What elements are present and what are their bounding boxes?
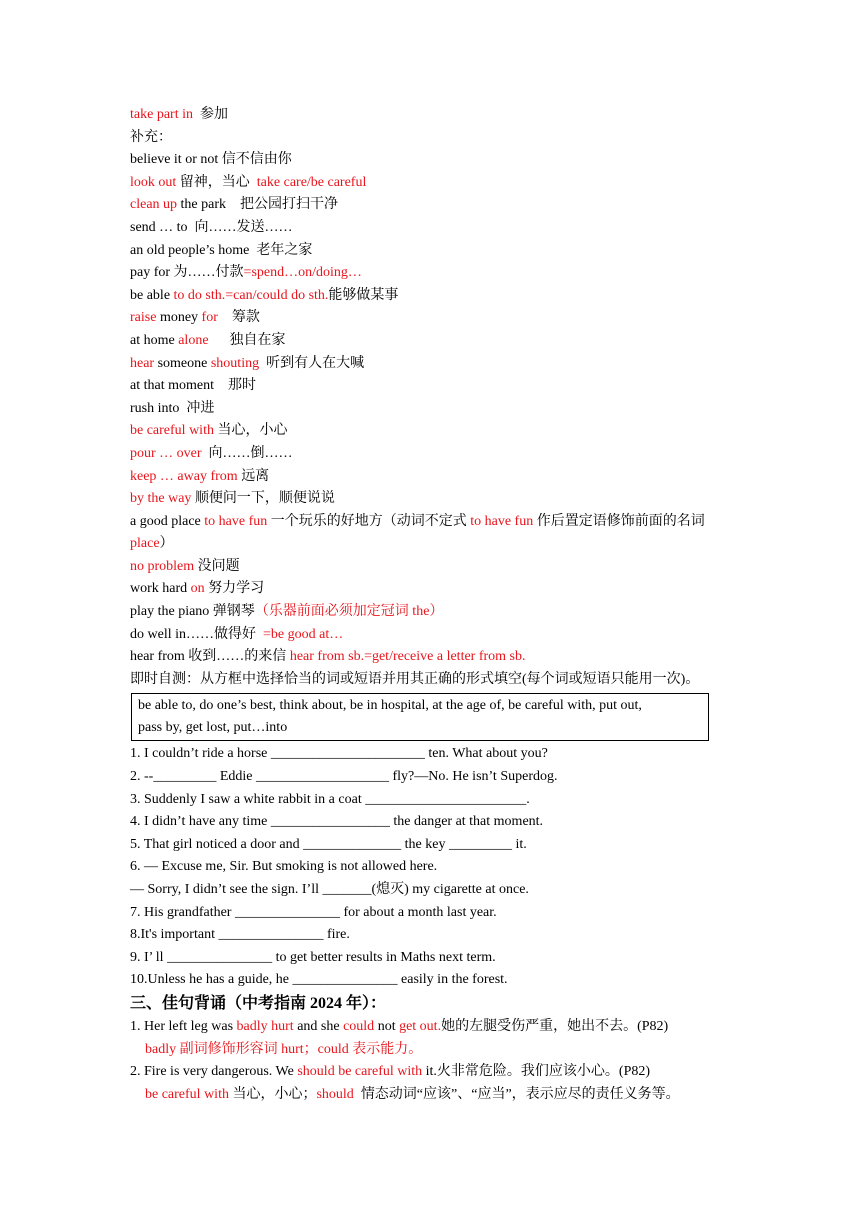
text-run: pay for 为……付款 [130, 265, 244, 281]
text-line [130, 398, 740, 421]
text-line [130, 127, 740, 150]
text-run: do well in……做得好 [130, 626, 263, 642]
highlight-text: to do sth.=can/could do sth. [173, 287, 329, 303]
text-run: be able [130, 287, 174, 303]
highlight-text: hear from sb.=get/receive a letter from sb. [289, 649, 526, 665]
text-run: 即时自测：从方框中选择恰当的词或短语并用其正确的形式填空(每个词或短语只能用一次)。 [130, 671, 700, 687]
text-run: 补充： [130, 129, 172, 145]
text-run: believe it or not 信不信由你 [130, 152, 292, 168]
exercise-item: 5. That girl noticed a door and ______________ the key _________ it. [130, 836, 527, 852]
text-line [130, 307, 740, 330]
highlight-text: could [343, 1018, 375, 1034]
text-line [130, 420, 740, 443]
text-run: it.火非常危险。我们应该小心。(P82) [422, 1064, 651, 1080]
vocabulary-list-2 [130, 556, 740, 692]
text-line [130, 240, 740, 263]
exercise-item: 9. I’ ll _______________ to get better results in Maths next term. [130, 949, 496, 965]
text-run: hear from 收到……的来信 [130, 649, 290, 665]
highlight-text: take part in [130, 107, 193, 122]
highlight-text: shouting [210, 355, 260, 371]
text-line [130, 1084, 740, 1107]
text-run: 一个玩乐的好地方（动词不定式 [267, 513, 471, 529]
text-run: 留神，当心 [176, 174, 257, 190]
exercise-item: 10.Unless he has a guide, he _______________ easily in the forest. [130, 972, 508, 988]
exercise-item: 3. Suddenly I saw a white rabbit in a coat _______________________. [130, 791, 530, 807]
text-line [130, 466, 740, 489]
exercise-item: 4. I didn’t have any time _________________ the danger at that moment. [130, 814, 544, 830]
highlight-text: to have fun [204, 513, 268, 529]
text-run: 筹款 [217, 310, 260, 326]
highlight-text: for [201, 310, 218, 326]
text-run: 能够做某事 [328, 287, 399, 303]
highlight-text: take care/be careful [256, 174, 367, 190]
text-run: at home [130, 332, 179, 348]
exercise-list [130, 743, 740, 992]
highlight-text: should [316, 1086, 354, 1102]
text-line [130, 217, 740, 240]
text-run: play the piano 弹钢琴 [130, 604, 255, 620]
text-line [130, 624, 740, 647]
text-run: 远离 [237, 468, 270, 484]
word-box-line: pass by, get lost, put…into [138, 720, 288, 736]
text-line [130, 646, 740, 669]
text-run: 独自在家 [208, 332, 286, 348]
text-run: the park 把公园打扫干净 [177, 197, 339, 213]
exercise-item: — Sorry, I didn’t see the sign. I’ll _______(熄灭) my cigarette at once. [130, 882, 529, 897]
exercise-item: 1. I couldn’t ride a horse ______________________ ten. What about you? [130, 746, 548, 762]
highlight-text: be careful with [130, 423, 214, 439]
text-run: at that moment 那时 [130, 378, 256, 394]
highlight-text: badly 副词修饰形容词 hurt；could 表示能力。 [145, 1041, 423, 1057]
highlight-text: raise [130, 310, 157, 326]
exercise-item: 6. — Excuse me, Sir. But smoking is not allowed here. [130, 859, 438, 875]
highlight-text: hear [130, 355, 155, 371]
vocabulary-note [130, 511, 740, 556]
text-line [130, 149, 740, 172]
word-box-line: be able to, do one’s best, think about, be in hospital, at the age of, be careful with, put out, [138, 698, 642, 714]
highlight-text: （乐器前面必须加定冠词 the） [254, 604, 444, 620]
text-run: 1. Her left leg was [130, 1018, 237, 1034]
highlight-text: by the way [130, 491, 192, 507]
text-run: 当心，小心； [228, 1086, 317, 1102]
highlight-text: get out. [399, 1018, 442, 1034]
text-run: an old people’s home 老年之家 [130, 242, 313, 258]
text-line [130, 1039, 740, 1062]
text-line [130, 330, 740, 353]
highlight-text: no problem [130, 558, 195, 574]
text-line [130, 172, 740, 195]
text-line [130, 578, 740, 601]
highlight-text: =spend…on/doing… [243, 265, 362, 281]
exercise-item: 7. His grandfather _______________ for about a month last year. [130, 904, 497, 920]
text-line [130, 353, 740, 376]
text-run: money [156, 310, 202, 326]
word-box [131, 693, 709, 741]
text-run: and she [293, 1018, 344, 1034]
highlight-text: pour … over [130, 445, 202, 461]
exercise-item: 2. --_________ Eddie ___________________ fly?—No. He isn’t Superdog. [130, 769, 558, 785]
highlight-text: on [190, 581, 205, 597]
vocabulary-list [130, 104, 740, 511]
exercise-item: 8.It's important _______________ fire. [130, 927, 350, 943]
text-run: 向……倒…… [201, 445, 293, 461]
highlight-text: should be careful with [297, 1064, 423, 1080]
text-line [130, 601, 740, 624]
text-run: 她的左腿受伤严重，她出不去。(P82) [441, 1018, 669, 1034]
text-line [130, 375, 740, 398]
text-run: work hard [130, 581, 191, 597]
text-line [130, 488, 740, 511]
highlight-text: =be good at… [263, 626, 344, 642]
text-run: 当心，小心 [213, 423, 288, 439]
section-title: 三、佳句背诵（中考指南 2024 年）： [130, 994, 387, 1012]
text-run: not [374, 1018, 400, 1034]
text-line [130, 194, 740, 217]
text-run: 顺便问一下，顺便说说 [191, 491, 335, 507]
text-line [130, 285, 740, 308]
text-run: 参加 [192, 107, 228, 122]
text-line [130, 443, 740, 466]
text-line [130, 1061, 740, 1084]
text-run: 听到有人在大喊 [259, 355, 365, 371]
highlight-text: be careful with [145, 1086, 229, 1102]
sentence-list [130, 1016, 740, 1106]
highlight-text: look out [130, 174, 177, 190]
text-run: someone [154, 355, 211, 371]
highlight-text: clean up [130, 197, 178, 213]
highlight-text: keep … away from [130, 468, 238, 484]
text-run: 努力学习 [204, 581, 265, 597]
text-line [130, 104, 740, 127]
text-line [130, 669, 740, 692]
text-run: 作后置定语修饰前面的名词 [533, 513, 705, 529]
document-page [130, 104, 740, 1106]
text-run: 没问题 [194, 558, 240, 574]
text-run: send … to 向……发送…… [130, 219, 293, 235]
highlight-text: to have fun [470, 513, 534, 529]
text-line [130, 262, 740, 285]
highlight-text: badly hurt [236, 1018, 294, 1034]
text-line [130, 556, 740, 579]
text-run: 情态动词“应该”、“应当”，表示应尽的责任义务等。 [353, 1086, 680, 1102]
highlight-text: alone [178, 332, 209, 348]
text-run: rush into 冲进 [130, 400, 215, 416]
text-run: ） [159, 536, 174, 552]
highlight-text: place [130, 536, 160, 552]
text-line [130, 1016, 740, 1039]
text-run: 2. Fire is very dangerous. We [130, 1064, 298, 1080]
text-run: a good place [130, 513, 205, 529]
